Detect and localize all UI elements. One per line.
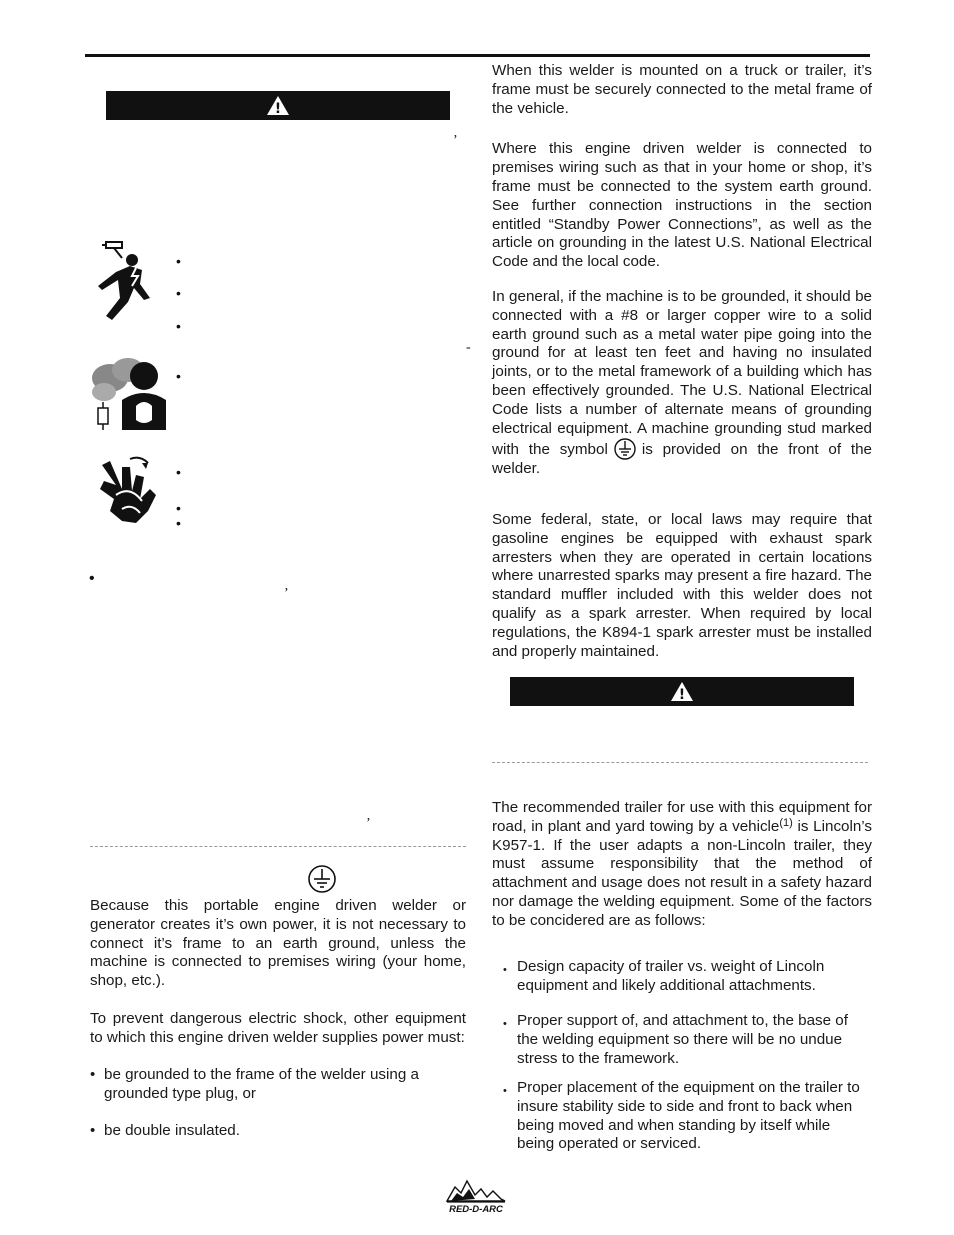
spark-arrester-text — [492, 511, 872, 661]
para-premises: Where this engine driven welder is connected to premises wiring such as that in your home or shop, it’s frame must be connected to the system earth ground. See further connection instructions in the section entitled “Standby Power Connections”, as well as the article on grounding in the latest U.S. National Electrical Code and the local code. — [492, 140, 872, 271]
top-rule — [85, 54, 870, 57]
trailer-text — [492, 799, 872, 931]
stray-apostrophe: ’ — [284, 586, 289, 601]
factor-item-2: • Proper support of, and attachment to, the base of the welding equipment so there will be no undue stress to the framework. — [503, 1012, 848, 1067]
svg-text:!: ! — [274, 101, 282, 116]
stray-apostrophe: ’ — [453, 133, 458, 148]
moving-parts-hand-icon — [96, 455, 162, 527]
svg-text:RED-D-ARC: RED-D-ARC — [449, 1204, 503, 1215]
factor-item-3: • Proper placement of the equipment on the trailer to insure stability side to side and front to back when being moved and when standing by itself while being operated or serviced. — [503, 1079, 860, 1153]
right-grounding-text — [492, 62, 872, 479]
bullet: • — [176, 500, 181, 516]
para-portable: Because this portable engine driven welder or generator creates it’s own power, it is not necessary to connect it’s frame to an earth ground, unless the machine is connected to premises wiring (your home, shop, etc.). — [90, 897, 466, 990]
left-grounding-text — [90, 897, 466, 1048]
stray-apostrophe: ’ — [366, 816, 371, 831]
svg-text:!: ! — [678, 687, 686, 702]
bullet: • — [89, 570, 95, 587]
must-item-1: • be grounded to the frame of the welder using a grounded type plug, or — [90, 1066, 419, 1102]
must-item-2: • be double insulated. — [90, 1122, 240, 1139]
para-general: In general, if the machine is to be grounded, it should be connected with a #8 or larger copper wire to a solid earth ground such as a metal water pipe going into the ground for at least ten feet and having no insulated joints, or to the metal framework of a building which has been effectively grounded. The U.S. National Electrical Code lists a number of alternate means of grounding electrical equipment. A machine grounding stud marked with the symbol is provided on the front of the welder. — [492, 287, 873, 478]
section-divider-left — [90, 846, 466, 847]
warning-triangle-icon — [670, 681, 694, 702]
ground-symbol-icon — [307, 864, 337, 894]
bullet: • — [176, 253, 181, 269]
bullet: • — [176, 515, 181, 531]
red-d-arc-logo — [445, 1175, 507, 1215]
stray-hyphen: - — [466, 340, 471, 355]
para-spark: Some federal, state, or local laws may require that gasoline engines be equipped with exhaust spark arresters when they are operated in certain locations where unarrested sparks may present a fire hazard. The standard muffler included with this welder does not qualify as a spark arrester. When required by local regulations, the K894-1 spark arrester must be installed and properly maintained. — [492, 511, 872, 660]
warning-triangle-icon — [266, 95, 290, 116]
exhaust-fumes-icon — [88, 356, 170, 434]
ground-symbol-inline-icon — [612, 438, 638, 460]
bullet: • — [176, 464, 181, 480]
bullet: • — [176, 368, 181, 384]
electric-shock-icon — [92, 240, 158, 324]
bullet: • — [176, 318, 181, 334]
para-trailer: The recommended trailer for use with this equipment for road, in plant and yard towing by a vehicle$^{(1)}$ is Lincoln’s K957-1. If the user adapts a non-Lincoln trailer, they must assume responsibility that the method of attachment and usage does not result in a safety hazard nor damage the welding equipment. Some of the factors to be concidered are as follows: — [492, 799, 872, 929]
para-prevent: To prevent dangerous electric shock, other equipment to which this engine driven welder supplies power must: — [90, 1009, 466, 1046]
bullet: • — [176, 285, 181, 301]
para-vehicle: When this welder is mounted on a truck or trailer, it’s frame must be securely connected to the metal frame of the vehicle. — [492, 62, 872, 117]
factor-item-1: • Design capacity of trailer vs. weight of Lincoln equipment and likely additional attachments. — [503, 958, 825, 994]
section-divider-right — [492, 762, 868, 763]
warning-banner-right — [510, 677, 854, 706]
warning-banner-left — [106, 91, 450, 120]
